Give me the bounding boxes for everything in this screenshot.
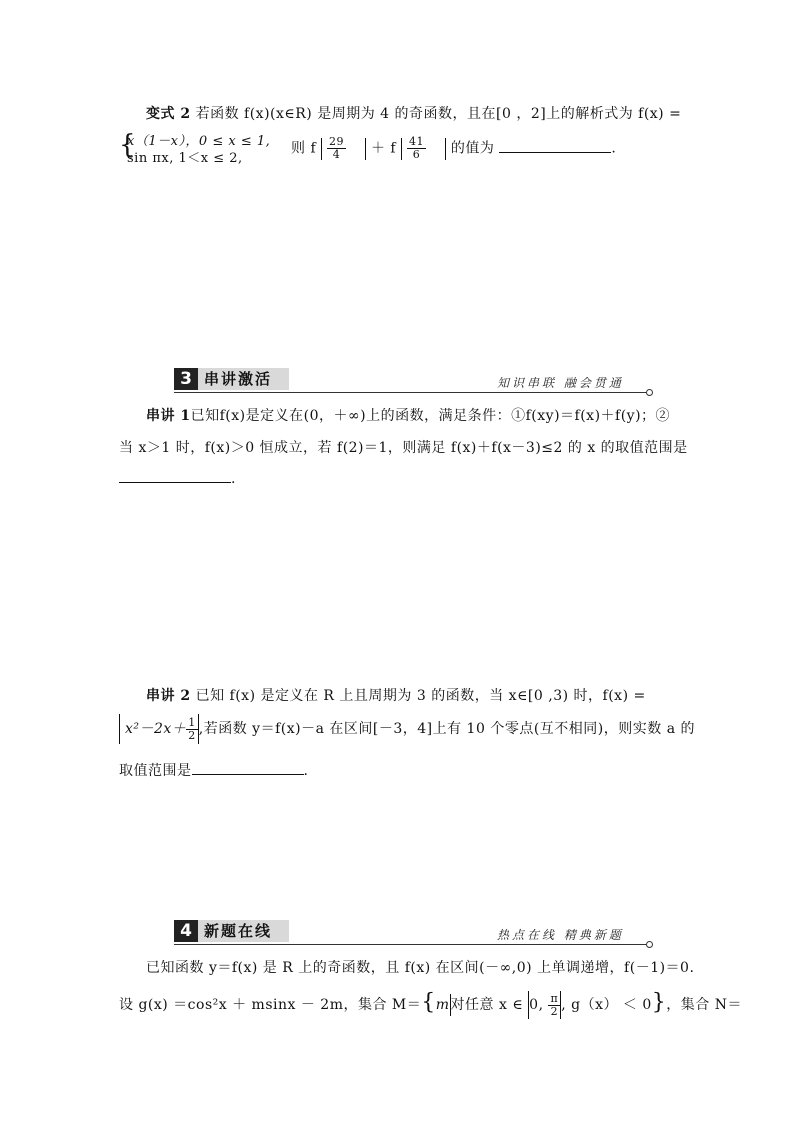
fraction-41-6 <box>407 136 426 161</box>
lecture1-line3 <box>119 468 236 487</box>
lecture2-line1 <box>146 685 646 705</box>
lecture1-line2: 当 x＞1 时，f(x)＞0 恒成立，若 f(2)＝1，则满足 f(x)＋f(x－3)≤2 的 x 的取值范围是 <box>119 440 688 456</box>
section3-number: 3 <box>174 368 198 390</box>
fraction-pi-2 <box>548 993 560 1018</box>
period: . <box>303 763 309 779</box>
newproblem-line1: 已知函数 y＝f(x) 是 R 上的奇函数，且 f(x) 在区间(－∞,0) 上单调递增，f(－1)＝0. <box>146 960 695 976</box>
period: . <box>611 140 617 157</box>
frac-numerator: 41 <box>409 135 424 148</box>
lecture2-line2 <box>119 714 695 744</box>
newproblem-text-a: 设 g(x) ＝cos²x ＋ msinx － 2m，集合 M＝ <box>119 997 422 1013</box>
newproblem-text-b: ，集合 N＝ <box>666 997 742 1013</box>
frac-numerator: 1 <box>188 715 196 729</box>
g-condition: , g（x） ＜ 0 <box>561 997 652 1013</box>
lecture2-text1: 已知 f(x) 是定义在 R 上且周期为 3 的函数，当 x∈[0 ,3) 时，f(x) = <box>195 688 646 704</box>
set-brace-open: { <box>421 990 436 1015</box>
set-variable: m <box>435 997 450 1013</box>
plus-f-text: ＋ f <box>370 140 397 157</box>
answer-blank[interactable] <box>192 760 304 775</box>
answer-blank[interactable] <box>119 468 231 483</box>
lecture2-line3 <box>119 760 308 780</box>
piecewise-case2: sin πx, 1＜x ≤ 2, <box>127 151 243 166</box>
lecture2-text2: ,若函数 y＝f(x)－a 在区间[－3，4]上有 10 个零点(互不相同)，则实数 a 的 <box>198 721 695 737</box>
piecewise-case1: x（1－x），0 ≤ x ≤ 1, <box>127 134 271 149</box>
frac-denominator: 2 <box>188 728 196 742</box>
section4-title: 新题在线 <box>204 922 273 940</box>
section4-number: 4 <box>174 920 198 942</box>
period: . <box>231 471 236 487</box>
lecture2-label: 串讲 2 <box>146 688 191 704</box>
newproblem-line2 <box>119 990 742 1019</box>
left-brace: { <box>119 130 137 160</box>
paren-bar <box>365 138 366 160</box>
section4-subtitle: 热点在线 精典新题 <box>497 928 624 942</box>
fraction-1-2 <box>186 717 198 742</box>
variant2-line1 <box>146 103 681 123</box>
lecture1-line1 <box>146 405 670 425</box>
variant2-expression <box>291 136 616 161</box>
section4-underline <box>174 944 646 945</box>
abs-bar <box>119 714 120 744</box>
variant2-text: 若函数 f(x)(x∈R) 是周期为 4 的奇函数，且在[0 ，2]上的解析式为 f(x) = <box>195 106 682 122</box>
frac-denominator: 2 <box>550 1004 559 1018</box>
then-text: 则 f <box>291 140 317 157</box>
set-brace-close: } <box>651 990 667 1015</box>
frac-denominator: 6 <box>412 148 421 161</box>
paren-bar <box>445 138 446 160</box>
lecture1-text1: 已知f(x)是定义在(0，＋∞)上的函数，满足条件：①f(xy)＝f(x)＋f(y)；② <box>190 408 671 424</box>
abs-expression: x²－2x＋ <box>124 721 187 737</box>
section3-subtitle: 知识串联 融会贯通 <box>497 376 624 390</box>
section3-title: 串讲激活 <box>204 370 273 388</box>
value-text: 的值为 <box>450 140 495 157</box>
lecture2-range-text: 取值范围是 <box>119 763 192 779</box>
frac-numerator: 29 <box>329 135 345 148</box>
lecture1-label: 串讲 1 <box>146 408 191 424</box>
section3-line-end-dot <box>646 389 653 396</box>
section4-line-end-dot <box>646 941 653 948</box>
interval-left: 0, <box>529 997 544 1013</box>
paren-bar <box>321 138 322 160</box>
answer-blank[interactable] <box>499 138 611 153</box>
frac-denominator: 4 <box>332 148 341 161</box>
paren-bar <box>401 138 402 160</box>
section3-underline <box>174 392 646 393</box>
frac-numerator: π <box>550 991 559 1005</box>
fraction-29-4 <box>327 136 346 161</box>
variant2-label: 变式 2 <box>146 106 191 122</box>
set-condition: 对任意 x ∈ <box>450 997 524 1013</box>
